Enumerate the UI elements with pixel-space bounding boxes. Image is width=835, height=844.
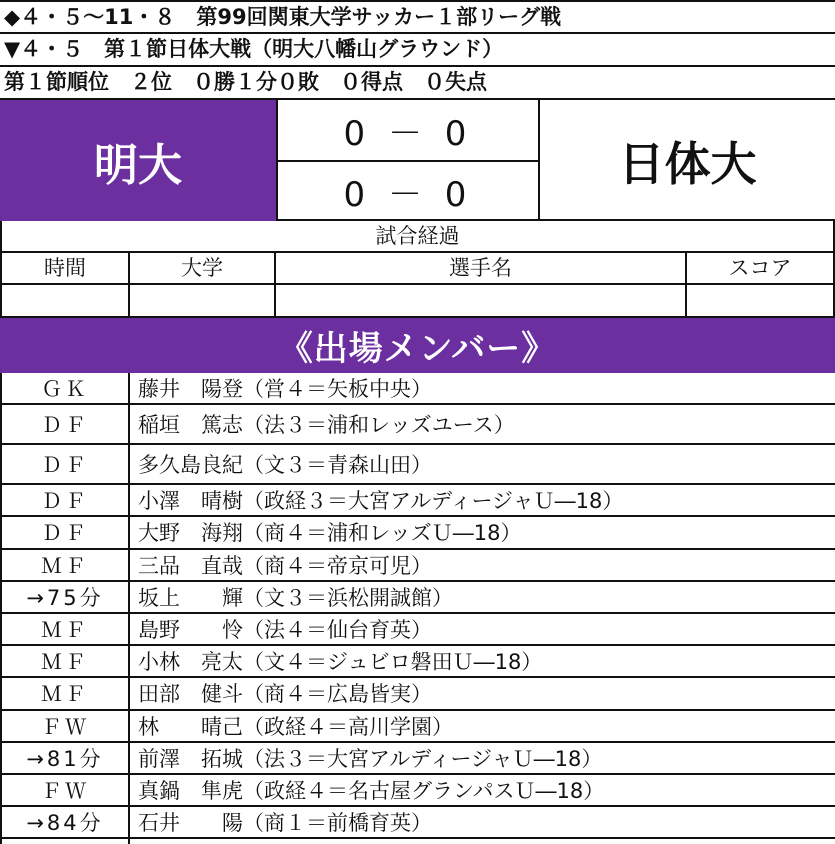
cell-empty — [687, 285, 835, 318]
member-row — [0, 614, 835, 646]
member-position: ＦＷ — [0, 711, 130, 741]
member-position: →75分 — [0, 582, 130, 612]
member-row — [0, 550, 835, 582]
member-name: 石井 陽（商１＝前橋育英） — [138, 811, 432, 836]
cell-empty — [0, 285, 130, 318]
member-position — [0, 839, 130, 844]
col-time: 時間 — [0, 253, 130, 285]
col-player: 選手名 — [276, 253, 687, 285]
member-name: 真鍋 隼虎（政経４＝名古屋グランパスＵ―18） — [138, 778, 605, 803]
cell-empty — [276, 285, 687, 318]
cell-empty — [130, 285, 276, 318]
member-position: →84分 — [0, 807, 130, 837]
member-row — [0, 405, 835, 445]
member-name: 田部 健斗（商４＝広島皆実） — [138, 682, 432, 707]
member-row — [0, 646, 835, 678]
member-row-partial — [0, 839, 835, 844]
member-name: 藤井 陽登（営４＝矢板中央） — [138, 377, 432, 402]
match-header: ▼４・５ 第１節日体大戦（明大八幡山グラウンド） — [0, 34, 835, 67]
member-position: ＤＦ — [0, 405, 130, 443]
member-name: 島野 怜（法４＝仙台育英） — [138, 618, 432, 643]
member-name: 大野 海翔（商４＝浦和レッズＵ―18） — [138, 521, 522, 546]
second-half-score: 0 － 0 — [278, 160, 538, 220]
member-row — [0, 743, 835, 775]
scoreboard — [0, 100, 835, 221]
member-row — [0, 445, 835, 485]
member-name: 林 晴己（政経４＝高川学園） — [138, 714, 453, 739]
member-position: ＦＷ — [0, 775, 130, 805]
member-position: ＭＦ — [0, 550, 130, 580]
member-row — [0, 517, 835, 549]
member-row — [0, 485, 835, 517]
members-table — [0, 373, 835, 844]
member-row — [0, 678, 835, 710]
member-position: ＭＦ — [0, 678, 130, 708]
progress-title: 試合経過 — [0, 221, 835, 253]
member-name: 稲垣 篤志（法３＝浦和レッズユース） — [138, 413, 515, 438]
progress-empty-row — [0, 285, 835, 318]
progress-header-row — [0, 253, 835, 285]
member-name: 多久島良紀（文３＝青森山田） — [138, 453, 432, 478]
member-row — [0, 775, 835, 807]
score-halves — [276, 100, 540, 221]
member-name: 三品 直哉（商４＝帝京可児） — [138, 553, 432, 578]
member-position: ＤＦ — [0, 517, 130, 547]
member-position: ＤＦ — [0, 485, 130, 515]
member-name: 坂上 輝（文３＝浜松開誠館） — [138, 585, 453, 610]
first-half-score: 0 － 0 — [343, 113, 473, 154]
season-header: ◆４・５～11・８ 第99回関東大学サッカー１部リーグ戦 — [0, 0, 835, 34]
member-row — [0, 807, 835, 839]
col-university: 大学 — [130, 253, 276, 285]
home-team: 明大 — [0, 100, 276, 221]
member-position: ＤＦ — [0, 445, 130, 483]
member-name: 小澤 晴樹（政経３＝大宮アルディージャＵ―18） — [138, 489, 624, 514]
member-row — [0, 582, 835, 614]
members-banner: 《出場メンバー》 — [0, 318, 835, 373]
col-score: スコア — [687, 253, 835, 285]
member-position: ＧＫ — [0, 373, 130, 403]
away-team: 日体大 — [618, 136, 757, 191]
standing-header: 第１節順位 ２位 ０勝１分０敗 ０得点 ０失点 — [0, 67, 835, 100]
member-position: →81分 — [0, 743, 130, 773]
member-row — [0, 373, 835, 405]
member-position: ＭＦ — [0, 614, 130, 644]
member-row — [0, 711, 835, 743]
member-position: ＭＦ — [0, 646, 130, 676]
member-name: 前澤 拓城（法３＝大宮アルディージャＵ―18） — [138, 746, 603, 771]
member-name: 小林 亮太（文４＝ジュビロ磐田Ｕ―18） — [138, 650, 543, 675]
